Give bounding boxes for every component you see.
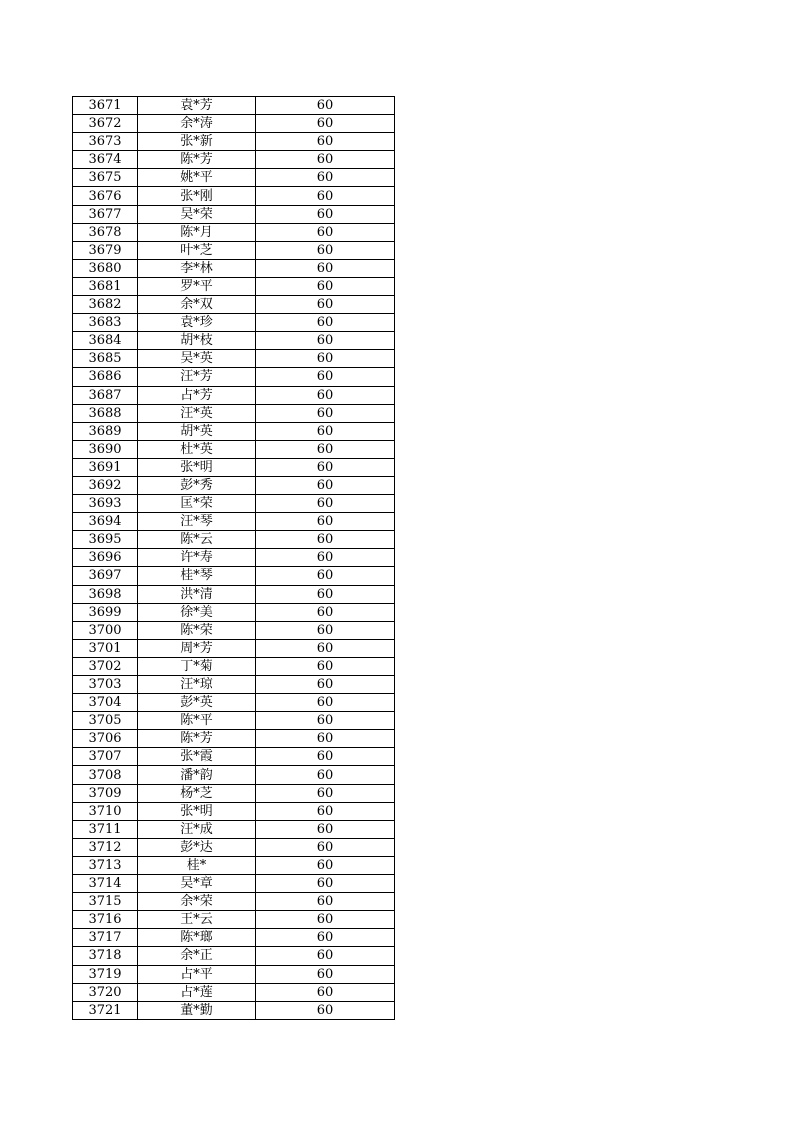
table-row (73, 531, 395, 549)
id-cell: 3692 (73, 476, 138, 494)
name-cell: 陈*芳 (138, 151, 256, 169)
table-row (73, 983, 395, 1001)
id-cell: 3676 (73, 187, 138, 205)
id-cell: 3671 (73, 97, 138, 115)
score-cell: 60 (256, 694, 395, 712)
table-row (73, 332, 395, 350)
id-cell: 3709 (73, 784, 138, 802)
table-row (73, 639, 395, 657)
id-cell: 3703 (73, 676, 138, 694)
name-cell: 陈*平 (138, 712, 256, 730)
name-cell: 陈*月 (138, 223, 256, 241)
id-cell: 3679 (73, 241, 138, 259)
table-row (73, 296, 395, 314)
id-cell: 3685 (73, 350, 138, 368)
id-cell: 3705 (73, 712, 138, 730)
table-row (73, 350, 395, 368)
id-cell: 3717 (73, 929, 138, 947)
table-row (73, 766, 395, 784)
score-cell: 60 (256, 151, 395, 169)
id-cell: 3693 (73, 495, 138, 513)
table-row (73, 440, 395, 458)
score-cell: 60 (256, 712, 395, 730)
score-cell: 60 (256, 676, 395, 694)
score-cell: 60 (256, 657, 395, 675)
name-cell: 余*正 (138, 947, 256, 965)
score-cell: 60 (256, 856, 395, 874)
id-cell: 3710 (73, 802, 138, 820)
score-cell: 60 (256, 911, 395, 929)
name-cell: 张*明 (138, 802, 256, 820)
id-cell: 3686 (73, 368, 138, 386)
name-cell: 吴*英 (138, 350, 256, 368)
table-row (73, 169, 395, 187)
name-cell: 许*寿 (138, 549, 256, 567)
table-row (73, 567, 395, 585)
score-cell: 60 (256, 1001, 395, 1019)
table-row (73, 911, 395, 929)
id-cell: 3718 (73, 947, 138, 965)
name-cell: 杨*芝 (138, 784, 256, 802)
name-cell: 占*莲 (138, 983, 256, 1001)
score-cell: 60 (256, 639, 395, 657)
name-cell: 汪*琴 (138, 513, 256, 531)
table-row (73, 820, 395, 838)
score-cell: 60 (256, 115, 395, 133)
name-cell: 汪*芳 (138, 368, 256, 386)
id-cell: 3711 (73, 820, 138, 838)
table-row (73, 187, 395, 205)
table-body (73, 97, 395, 1020)
data-table (72, 96, 395, 1020)
score-cell: 60 (256, 205, 395, 223)
table-row (73, 404, 395, 422)
name-cell: 叶*芝 (138, 241, 256, 259)
name-cell: 张*新 (138, 133, 256, 151)
name-cell: 吴*章 (138, 875, 256, 893)
score-cell: 60 (256, 784, 395, 802)
score-cell: 60 (256, 603, 395, 621)
table-row (73, 151, 395, 169)
table-row (73, 676, 395, 694)
id-cell: 3699 (73, 603, 138, 621)
table-row (73, 115, 395, 133)
name-cell: 占*平 (138, 965, 256, 983)
id-cell: 3678 (73, 223, 138, 241)
score-cell: 60 (256, 983, 395, 1001)
score-cell: 60 (256, 296, 395, 314)
name-cell: 杜*英 (138, 440, 256, 458)
name-cell: 胡*枝 (138, 332, 256, 350)
name-cell: 桂* (138, 856, 256, 874)
table-row (73, 856, 395, 874)
id-cell: 3684 (73, 332, 138, 350)
table-row (73, 476, 395, 494)
name-cell: 占*芳 (138, 386, 256, 404)
table-row (73, 277, 395, 295)
id-cell: 3704 (73, 694, 138, 712)
table-row (73, 802, 395, 820)
table-row (73, 241, 395, 259)
id-cell: 3683 (73, 314, 138, 332)
id-cell: 3713 (73, 856, 138, 874)
id-cell: 3700 (73, 621, 138, 639)
score-cell: 60 (256, 386, 395, 404)
table-row (73, 748, 395, 766)
name-cell: 丁*菊 (138, 657, 256, 675)
name-cell: 陈*瑯 (138, 929, 256, 947)
table-row (73, 259, 395, 277)
table-row (73, 133, 395, 151)
score-cell: 60 (256, 223, 395, 241)
name-cell: 汪*琼 (138, 676, 256, 694)
id-cell: 3702 (73, 657, 138, 675)
score-cell: 60 (256, 97, 395, 115)
name-cell: 王*云 (138, 911, 256, 929)
table-row (73, 368, 395, 386)
name-cell: 陈*荣 (138, 621, 256, 639)
id-cell: 3701 (73, 639, 138, 657)
score-cell: 60 (256, 476, 395, 494)
id-cell: 3677 (73, 205, 138, 223)
score-cell: 60 (256, 368, 395, 386)
id-cell: 3714 (73, 875, 138, 893)
score-cell: 60 (256, 875, 395, 893)
table-row (73, 495, 395, 513)
id-cell: 3673 (73, 133, 138, 151)
table-row (73, 784, 395, 802)
id-cell: 3716 (73, 911, 138, 929)
table-row (73, 386, 395, 404)
name-cell: 张*明 (138, 458, 256, 476)
table-row (73, 929, 395, 947)
id-cell: 3715 (73, 893, 138, 911)
score-cell: 60 (256, 893, 395, 911)
table-row (73, 223, 395, 241)
table-row (73, 585, 395, 603)
id-cell: 3707 (73, 748, 138, 766)
name-cell: 洪*清 (138, 585, 256, 603)
table-row (73, 603, 395, 621)
score-cell: 60 (256, 730, 395, 748)
name-cell: 桂*琴 (138, 567, 256, 585)
name-cell: 李*林 (138, 259, 256, 277)
score-cell: 60 (256, 838, 395, 856)
id-cell: 3691 (73, 458, 138, 476)
name-cell: 徐*美 (138, 603, 256, 621)
id-cell: 3696 (73, 549, 138, 567)
table-row (73, 694, 395, 712)
score-cell: 60 (256, 766, 395, 784)
table-row (73, 314, 395, 332)
id-cell: 3706 (73, 730, 138, 748)
id-cell: 3720 (73, 983, 138, 1001)
name-cell: 袁*芳 (138, 97, 256, 115)
score-cell: 60 (256, 531, 395, 549)
id-cell: 3682 (73, 296, 138, 314)
id-cell: 3688 (73, 404, 138, 422)
score-cell: 60 (256, 929, 395, 947)
score-cell: 60 (256, 513, 395, 531)
name-cell: 陈*云 (138, 531, 256, 549)
score-cell: 60 (256, 241, 395, 259)
name-cell: 余*双 (138, 296, 256, 314)
score-cell: 60 (256, 621, 395, 639)
score-cell: 60 (256, 820, 395, 838)
score-cell: 60 (256, 585, 395, 603)
id-cell: 3708 (73, 766, 138, 784)
name-cell: 周*芳 (138, 639, 256, 657)
table-row (73, 657, 395, 675)
score-cell: 60 (256, 802, 395, 820)
score-cell: 60 (256, 458, 395, 476)
name-cell: 张*霞 (138, 748, 256, 766)
score-cell: 60 (256, 133, 395, 151)
score-cell: 60 (256, 169, 395, 187)
score-cell: 60 (256, 422, 395, 440)
score-cell: 60 (256, 947, 395, 965)
table-row (73, 838, 395, 856)
name-cell: 胡*英 (138, 422, 256, 440)
score-cell: 60 (256, 440, 395, 458)
name-cell: 匡*荣 (138, 495, 256, 513)
id-cell: 3694 (73, 513, 138, 531)
id-cell: 3681 (73, 277, 138, 295)
name-cell: 余*涛 (138, 115, 256, 133)
id-cell: 3712 (73, 838, 138, 856)
name-cell: 汪*成 (138, 820, 256, 838)
id-cell: 3689 (73, 422, 138, 440)
table-row (73, 97, 395, 115)
score-cell: 60 (256, 748, 395, 766)
table-row (73, 965, 395, 983)
table-row (73, 513, 395, 531)
table-row (73, 1001, 395, 1019)
name-cell: 潘*韵 (138, 766, 256, 784)
name-cell: 吴*荣 (138, 205, 256, 223)
table-row (73, 712, 395, 730)
score-cell: 60 (256, 332, 395, 350)
name-cell: 陈*芳 (138, 730, 256, 748)
table-row (73, 947, 395, 965)
score-cell: 60 (256, 404, 395, 422)
name-cell: 彭*达 (138, 838, 256, 856)
name-cell: 罗*平 (138, 277, 256, 295)
score-cell: 60 (256, 965, 395, 983)
score-cell: 60 (256, 259, 395, 277)
name-cell: 张*刚 (138, 187, 256, 205)
score-cell: 60 (256, 277, 395, 295)
score-cell: 60 (256, 314, 395, 332)
id-cell: 3680 (73, 259, 138, 277)
id-cell: 3721 (73, 1001, 138, 1019)
name-cell: 董*勤 (138, 1001, 256, 1019)
table-row (73, 205, 395, 223)
score-cell: 60 (256, 495, 395, 513)
score-cell: 60 (256, 549, 395, 567)
table-row (73, 621, 395, 639)
name-cell: 余*荣 (138, 893, 256, 911)
name-cell: 彭*英 (138, 694, 256, 712)
table-row (73, 549, 395, 567)
id-cell: 3687 (73, 386, 138, 404)
name-cell: 姚*平 (138, 169, 256, 187)
name-cell: 汪*英 (138, 404, 256, 422)
table-row (73, 730, 395, 748)
table-row (73, 458, 395, 476)
score-cell: 60 (256, 350, 395, 368)
id-cell: 3672 (73, 115, 138, 133)
id-cell: 3674 (73, 151, 138, 169)
name-cell: 袁*珍 (138, 314, 256, 332)
score-cell: 60 (256, 187, 395, 205)
table-row (73, 893, 395, 911)
id-cell: 3675 (73, 169, 138, 187)
score-cell: 60 (256, 567, 395, 585)
table-row (73, 875, 395, 893)
id-cell: 3695 (73, 531, 138, 549)
id-cell: 3697 (73, 567, 138, 585)
name-cell: 彭*秀 (138, 476, 256, 494)
id-cell: 3690 (73, 440, 138, 458)
id-cell: 3698 (73, 585, 138, 603)
table-row (73, 422, 395, 440)
id-cell: 3719 (73, 965, 138, 983)
